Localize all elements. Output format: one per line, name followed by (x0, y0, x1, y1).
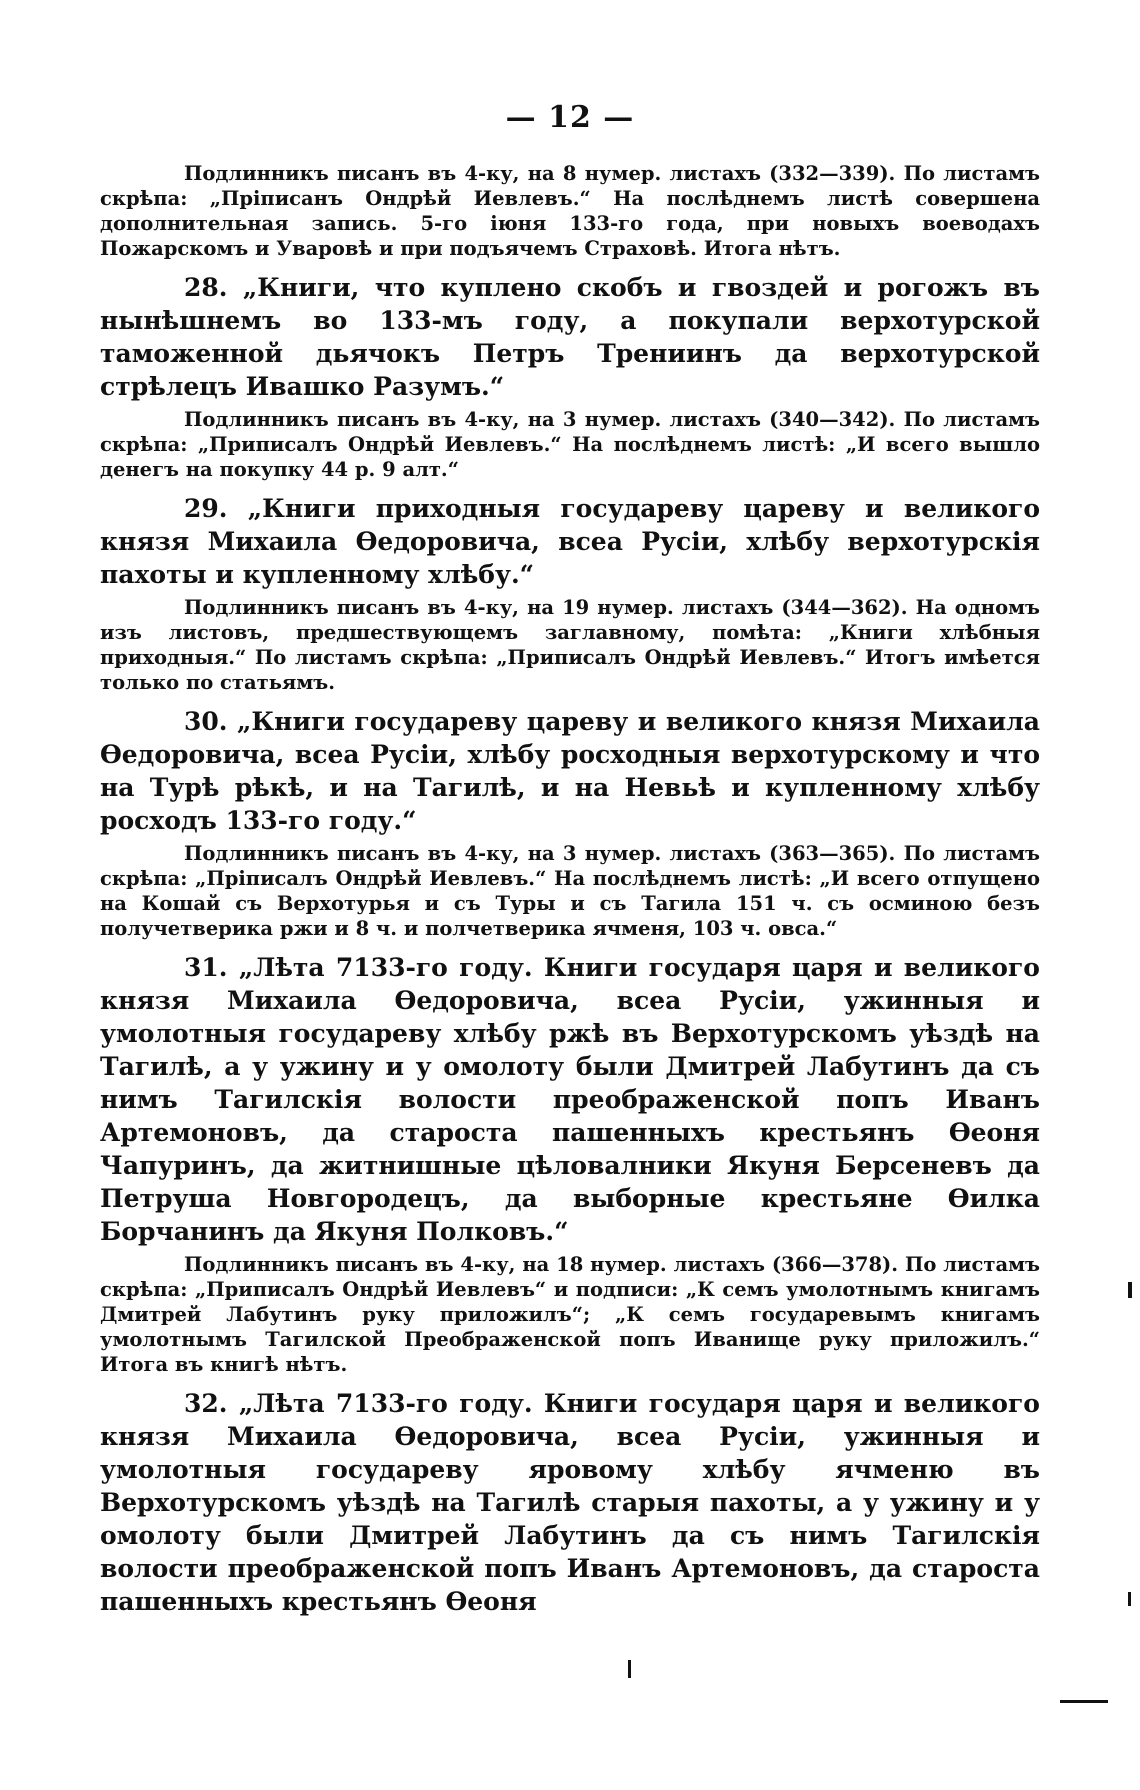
entry-note: Подлинникъ писанъ въ 4-ку, на 3 нумер. листахъ (340—342). По листамъ скрѣпа: „Приписалъ Ондрѣй Иевлевъ.“ На послѣднемъ листѣ: „И всего вышло денегъ на покупку 44 р. 9 алт.“ (100, 408, 1040, 481)
entry-title-text: „Лѣта 7133-го году. Книги государя царя и великого князя Михаила Өедоровича, всеа Русiи, ужинныя и умолотныя государеву яровому хлѣбу ячменю въ Верхотурскомъ уѣздѣ на Тагилѣ старыя пахоты, а у ужину и у омолоту были Дмитрей Лабутинъ да съ нимъ Тагилскiя волости преображенской попъ Иванъ Артемоновъ, да староста пашенныхъ крестьянъ Өеоня (100, 1389, 1040, 1616)
entry-29 (100, 492, 1040, 695)
scan-speck (1128, 1282, 1132, 1298)
entry-30 (100, 705, 1040, 941)
entry-title-text: „Лѣта 7133-го году. Книги государя царя и великого князя Михаила Өедоровича, всеа Русiи, ужинныя и умолотныя государеву хлѣбу ржѣ въ Верхотурскомъ уѣздѣ на Тагилѣ, а у ужину и у омолоту были Дмитрей Лабутинъ да съ нимъ Тагилскiя волости преображенской попъ Иванъ Артемоновъ, да староста пашенныхъ крестьянъ Өеоня Чапуринъ, да житнишные цѣловалники Якуня Берсеневъ да Петруша Новгородецъ, да выборные крестьяне Өилка Борчанинъ да Якуня Полковъ.“ (100, 953, 1040, 1246)
entry-title (100, 1387, 1040, 1618)
entry-31 (100, 951, 1040, 1377)
entry-27-tail (100, 161, 1040, 261)
entry-number: 28. (184, 273, 228, 302)
entry-title (100, 492, 1040, 591)
entry-note: Подлинникъ писанъ въ 4-ку, на 3 нумер. листахъ (363—365). По листамъ скрѣпа: „Прiписалъ Ондрѣй Иевлевъ.“ На послѣднемъ листѣ: „И всего отпущено на Кошай съ Верхотурья и съ Туры и съ Тагила 151 ч. съ осминою безъ получетверика ржи и 8 ч. и полчетверика ячменя, 103 ч. овса.“ (100, 842, 1040, 940)
entry-title-text: „Книги, что куплено скобъ и гвоздей и рогожъ въ нынѣшнемъ во 133-мъ году, а покупали верхотурской таможенной дьячокъ Петръ Трениинъ да верхотурской стрѣлецъ Ивашко Разумъ.“ (100, 273, 1040, 401)
entry-title-text: „Книги приходныя государеву цареву и великого князя Михаила Өедоровича, всеа Русiи, хлѣбу верхотурскiя пахоты и купленному хлѣбу.“ (100, 494, 1040, 589)
page (100, 100, 1040, 1622)
entry-title (100, 951, 1040, 1248)
scan-speck (628, 1660, 631, 1678)
entry-title-text: „Книги государеву цареву и великого князя Михаила Өедоровича, всеа Русiи, хлѣбу росходныя верхотурскому и что на Турѣ рѣкѣ, и на Тагилѣ, и на Невьѣ и купленному хлѣбу росходъ 133-го году.“ (100, 707, 1040, 835)
entry-28 (100, 271, 1040, 482)
scan-speck (1128, 1592, 1131, 1606)
entry-note: Подлинникъ писанъ въ 4-ку, на 19 нумер. листахъ (344—362). На одномъ изъ листовъ, предшествующемъ заглавному, помѣта: „Книги хлѣбныя приходныя.“ По листамъ скрѣпа: „Приписалъ Ондрѣй Иевлевъ.“ Итогъ имѣется только по статьямъ. (100, 596, 1040, 694)
entry-title (100, 705, 1040, 837)
entry-number: 29. (184, 494, 228, 523)
entry-number: 32. (184, 1389, 228, 1418)
entry-note: Подлинникъ писанъ въ 4-ку, на 18 нумер. листахъ (366—378). По листамъ скрѣпа: „Приписалъ Ондрѣй Иевлевъ“ и подписи: „К семъ умолотнымъ книгамъ Дмитрей Лабутинъ руку приложилъ“; „К семъ государевымъ книгамъ умолотнымъ Тагилской Преображенской попъ Иванище руку приложилъ.“ Итога въ книгѣ нѣтъ. (100, 1253, 1040, 1376)
entry-title (100, 271, 1040, 403)
entry-note: Подлинникъ писанъ въ 4-ку, на 8 нумер. листахъ (332—339). По листамъ скрѣпа: „Прiписанъ Ондрѣй Иевлевъ.“ На послѣднемъ листѣ совершена дополнительная запись. 5-го iюня 133-го года, при новыхъ воеводахъ Пожарскомъ и Уваровѣ и при подъячемъ Страховѣ. Итога нѣтъ. (100, 162, 1040, 260)
entry-number: 31. (184, 953, 228, 982)
scan-dash (1060, 1700, 1108, 1703)
entry-32 (100, 1387, 1040, 1618)
entry-number: 30. (184, 707, 228, 736)
page-number: — 12 — (505, 100, 635, 135)
